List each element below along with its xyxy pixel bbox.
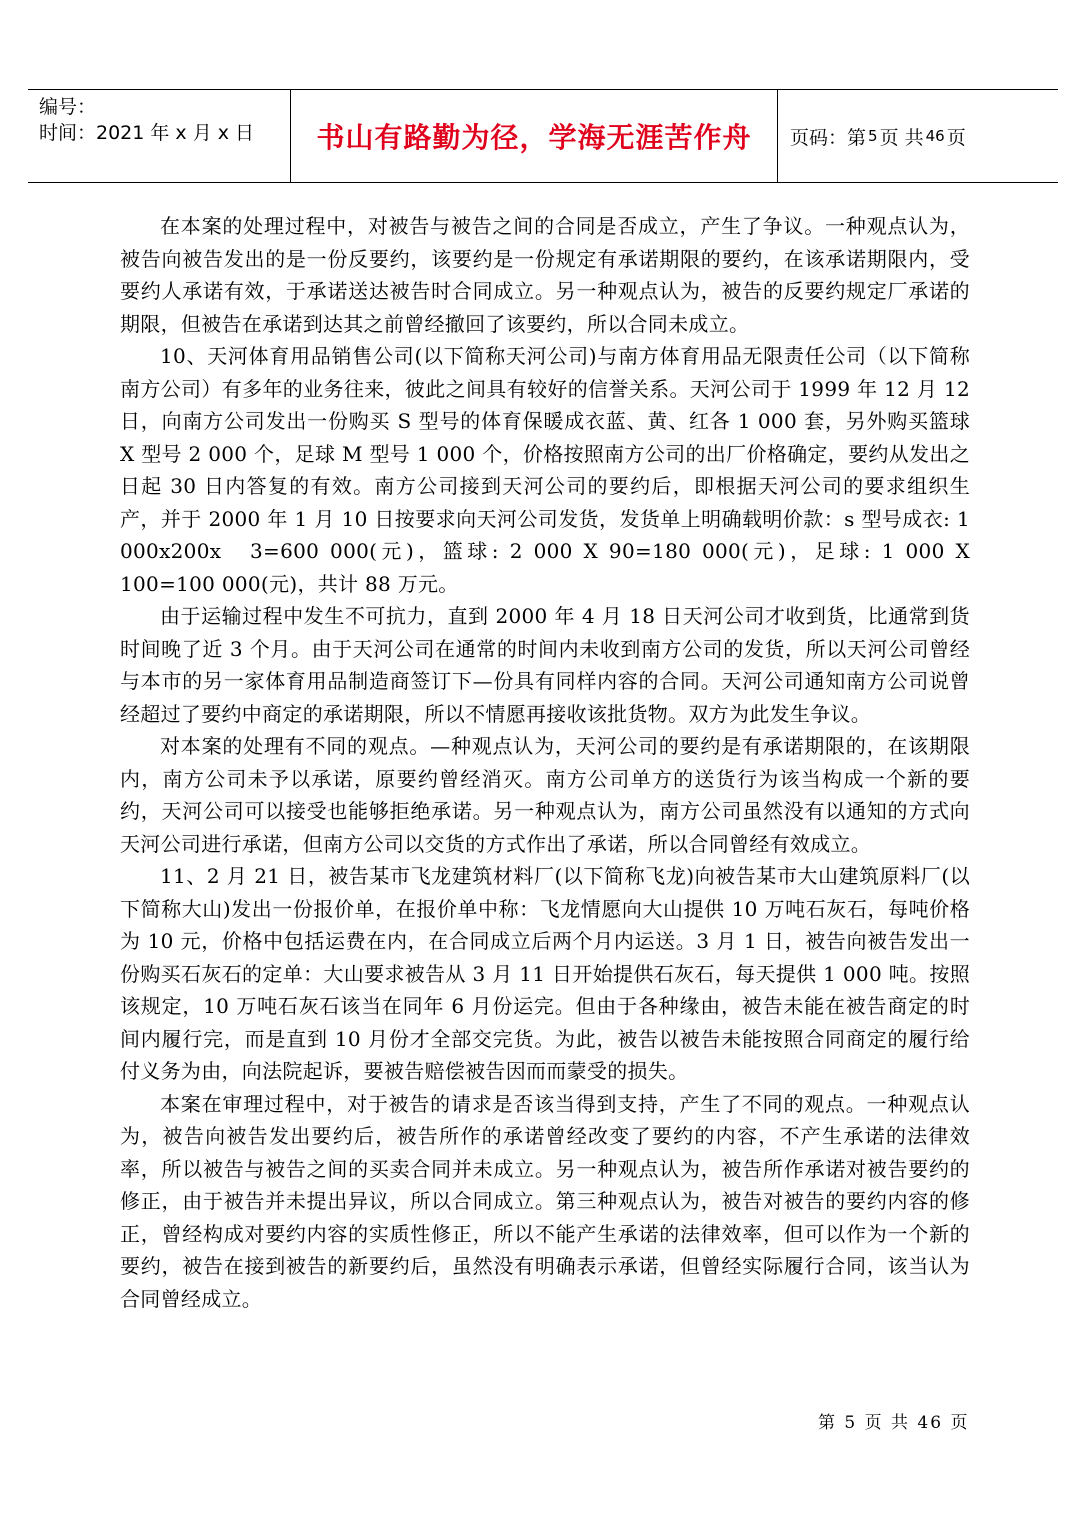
page-total: 46 <box>925 127 945 145</box>
paragraph: 11、2 月 21 日，被告某市飞龙建筑材料厂(以下简称飞龙)向被告某市大山建筑原料厂(以下简称大山)发出一份报价单，在报价单中称：飞龙情愿向大山提供 10 万吨石灰石，每吨价格为 10 元，价格中包括运费在内，在合同成立后两个月内运送。3 月 1 日，被告向被告发出一份购买石灰石的定单：大山要求被告从 3 月 11 日开始提供石灰石，每天提供 1 000 吨。按照该规定，10 万吨石灰石该当在同年 6 月份运完。但由于各种缘由，被告未能在被告商定的时间内履行完，而是直到 10 月份才全部交完货。为此，被告以被告未能按照合同商定的履行给付义务为由，向法院起诉，要被告赔偿被告因而而蒙受的损失。 <box>120 864 970 1083</box>
paragraph: 10、天河体育用品销售公司(以下简称天河公司)与南方体育用品无限责任公司（以下简称南方公司）有多年的业务往来，彼此之间具有较好的信誉关系。天河公司于 1999 年 12 月 12 日，向南方公司发出一份购买 S 型号的体育保暖成衣蓝、黄、红各 1 000 套，另外购买篮球 X 型号 2 000 个，足球 M 型号 1 000 个，价格按照南方公司的出厂价格确定，要约从发出之日起 30 日内答复的有效。南方公司接到天河公司的要约后，即根据天河公司的要求组织生产，并于 2000 年 1 月 10 日按要求向天河公司发货，发货单上明确载明价款：s 型号成衣: 1 000x200x 3=600 000(元)，篮球: 2 000 X 90=180 000(元)，足球: 1 000 X 100=100 000(元)，共计 88 万元。 <box>120 344 970 596</box>
page-mid: 页 共 <box>879 126 924 149</box>
page-header <box>28 89 1058 183</box>
paragraph: 本案在审理过程中，对于被告的请求是否该当得到支持，产生了不同的观点。一种观点认为，被告向被告发出要约后，被告所作的承诺曾经改变了要约的内容，不产生承诺的法律效率，所以被告与被告之间的买卖合同并未成立。另一种观点认为，被告所作承诺对被告要约的修正，由于被告并未提出异议，所以合同成立。第三种观点认为，被告对被告的要约内容的修正，曾经构成对要约内容的实质性修正，所以不能产生承诺的法律效率，但可以作为一个新的要约，被告在接到被告的新要约后，虽然没有明确表示承诺，但曾经实际履行合同，该当认为合同曾经成立。 <box>120 1091 970 1311</box>
header-page-info <box>778 90 1058 182</box>
paragraph: 对本案的处理有不同的观点。—种观点认为，天河公司的要约是有承诺期限的，在该期限内，南方公司未予以承诺，原要约曾经消灭。南方公司单方的送货行为该当构成一个新的要约，天河公司可以接受也能够拒绝承诺。另一种观点认为，南方公司虽然没有以通知的方式向天河公司进行承诺，但南方公司以交货的方式作出了承诺，所以合同曾经有效成立。 <box>120 734 970 856</box>
page-footer: 第 5 页 共 46 页 <box>818 1413 970 1433</box>
header-motto: 书山有路勤为径，学海无涯苦作舟 <box>290 90 778 182</box>
page-current: 5 <box>868 127 878 145</box>
page-suffix: 页 <box>946 126 966 149</box>
header-meta <box>28 90 290 182</box>
page-prefix: 页码：第 <box>790 126 867 149</box>
document-body <box>120 210 970 1315</box>
paragraph: 在本案的处理过程中，对被告与被告之间的合同是否成立，产生了争议。一种观点认为，被告向被告发出的是一份反要约，该要约是一份规定有承诺期限的要约，在该承诺期限内，受要约人承诺有效，于承诺送达被告时合同成立。另一种观点认为，被告的反要约规定厂承诺的期限，但被告在承诺到达其之前曾经撤回了该要约，所以合同未成立。 <box>120 214 970 336</box>
time-label: 时间：2021 年 x 月 x 日 <box>39 122 255 144</box>
serial-label: 编号： <box>39 96 97 118</box>
paragraph: 由于运输过程中发生不可抗力，直到 2000 年 4 月 18 日天河公司才收到货，比通常到货时间晚了近 3 个月。由于天河公司在通常的时间内未收到南方公司的发货，所以天河公司曾经与本市的另一家体育用品制造商签订下—份具有同样内容的合同。天河公司通知南方公司说曾经超过了要约中商定的承诺期限，所以不情愿再接收该批货物。双方为此发生争议。 <box>120 604 970 726</box>
